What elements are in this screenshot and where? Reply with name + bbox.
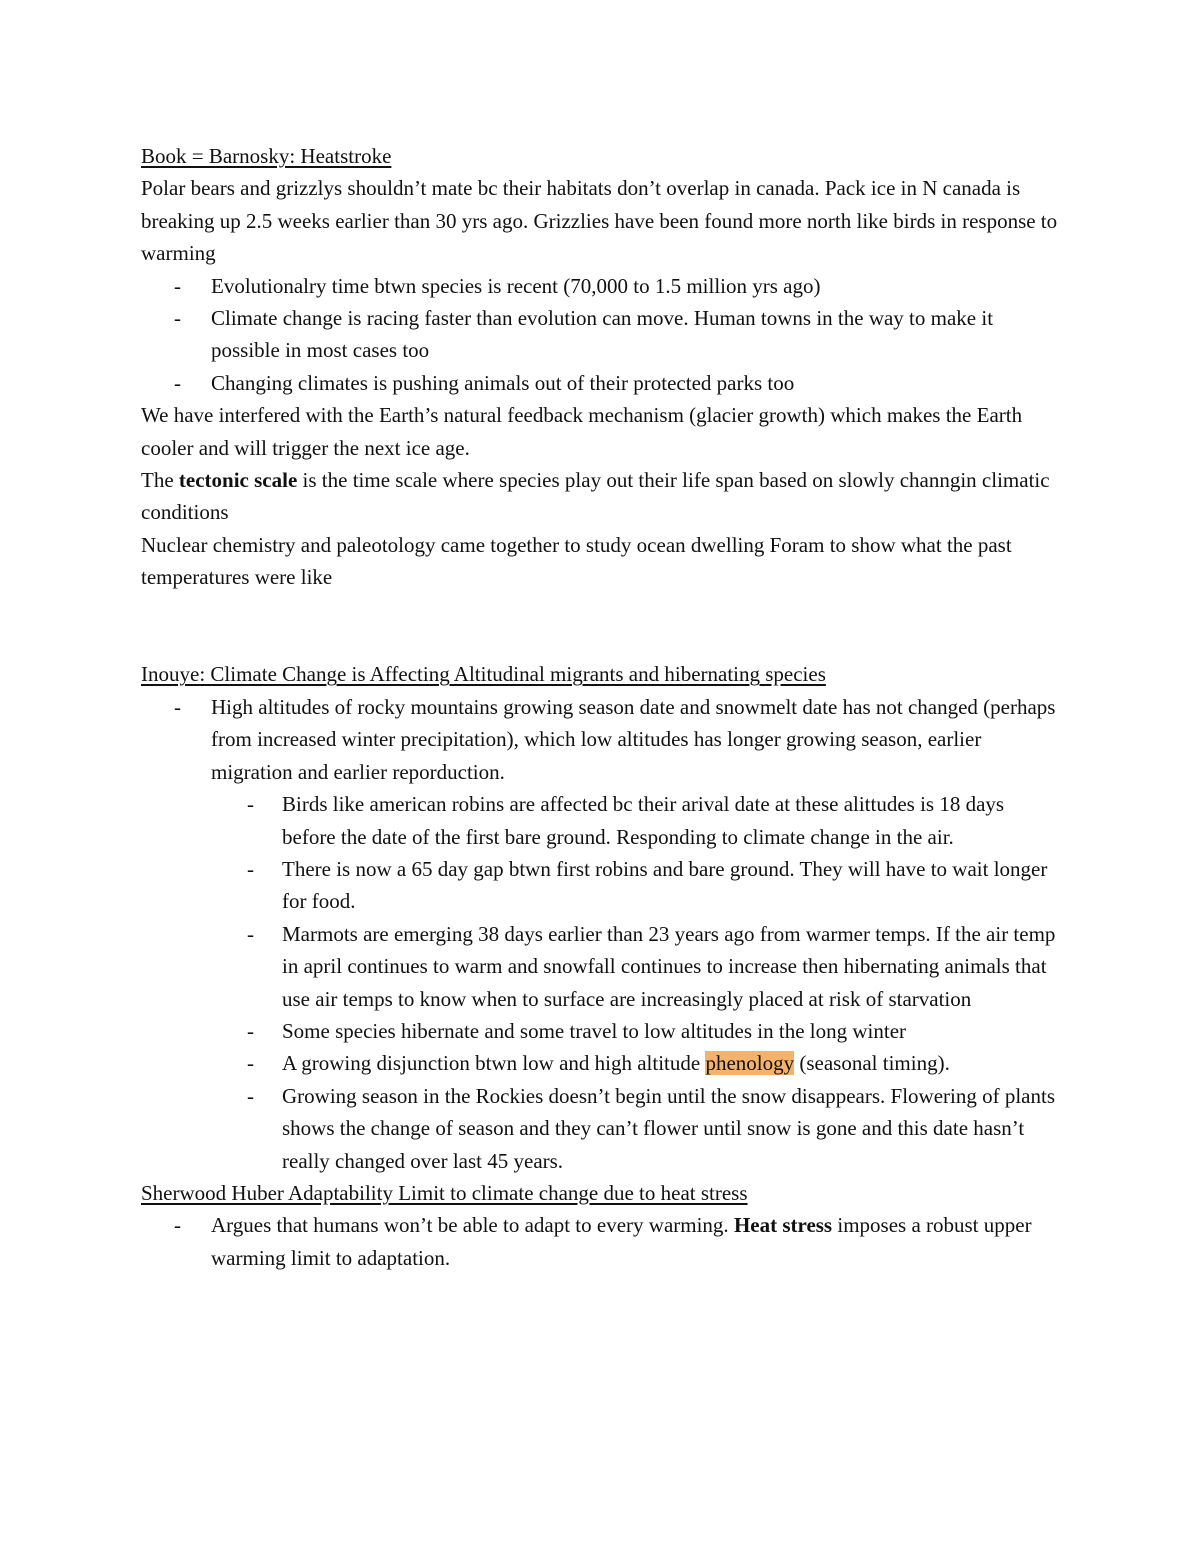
list-item-text: Marmots are emerging 38 days earlier than 23 years ago from warmer temps. If the air temp in april continues to warm and snowfall continues to increase then hibernating animals that use air temps to know when to surface are increasingly placed at risk of starvation	[282, 921, 1056, 1011]
bullet-dash: -	[247, 1018, 254, 1043]
bullet-dash: -	[247, 856, 254, 881]
list-item-text	[211, 1213, 1032, 1269]
sub-list-item	[141, 918, 1061, 1015]
paragraph-foram: Nuclear chemistry and paleotology came together to study ocean dwelling Foram to show what the past temperatures were like	[141, 532, 1012, 590]
bullet-dash: -	[174, 273, 181, 298]
list-item	[141, 367, 1061, 399]
paragraph-tectonic-scale	[141, 464, 1061, 529]
text-run: Argues that humans won’t be able to adapt to every warming.	[211, 1213, 734, 1238]
paragraph-polar-bears: Polar bears and grizzlys shouldn’t mate bc their habitats don’t overlap in canada. Pack ice in N canada is breaking up 2.5 weeks earlier than 30 yrs ago. Grizzlies have been found more north like birds in response to warming	[141, 176, 1058, 266]
sub-list-item	[141, 1047, 1061, 1079]
list-item-text: Some species hibernate and some travel to low altitudes in the long winter	[282, 1018, 907, 1043]
bullet-dash: -	[174, 1213, 181, 1238]
list-item-text: Climate change is racing faster than evolution can move. Human towns in the way to make it possible in most cases too	[211, 306, 994, 363]
bullet-dash: -	[247, 1051, 254, 1076]
list-item-text: Birds like american robins are affected bc their arival date at these alittudes is 18 days before the date of the first bare ground. Responding to climate change in the air.	[282, 792, 1005, 849]
bullet-dash: -	[247, 1083, 254, 1108]
text-run: is the time scale where species play out their life span based on slowly channgin climatic conditions	[141, 468, 1050, 525]
text-run: (seasonal timing).	[794, 1051, 950, 1076]
list-item	[141, 270, 1061, 302]
bold-term-tectonic-scale: tectonic scale	[178, 468, 298, 493]
highlighted-term-phenology: phenology	[705, 1051, 795, 1076]
heading-barnosky: Book = Barnosky: Heatstroke	[141, 144, 392, 168]
list-item-text: Changing climates is pushing animals out of their protected parks too	[211, 370, 795, 395]
document-body	[141, 140, 1061, 1274]
sub-list-item	[141, 1015, 1061, 1047]
sub-list-item	[141, 1080, 1061, 1177]
bullet-dash: -	[247, 792, 254, 817]
list-item	[141, 691, 1061, 788]
list-item-text: Growing season in the Rockies doesn’t begin until the snow disappears. Flowering of plants shows the change of season and they can’t flower until snow is gone and this date hasn’t really changed over last 45 years.	[282, 1083, 1056, 1173]
text-run: The	[141, 468, 179, 493]
bullet-dash: -	[174, 370, 181, 395]
bullet-dash: -	[174, 694, 181, 719]
bullet-dash: -	[174, 306, 181, 331]
list-item-text: High altitudes of rocky mountains growing season date and snowmelt date has not changed (perhaps from increased winter precipitation), which low altitudes has longer growing season, earlier migration and earlier reporduction.	[211, 694, 1056, 784]
list-item-text: There is now a 65 day gap btwn first robins and bare ground. They will have to wait longer for food.	[282, 856, 1048, 914]
paragraph-feedback: We have interfered with the Earth’s natural feedback mechanism (glacier growth) which makes the Earth cooler and will trigger the next ice age.	[141, 403, 1023, 460]
heading-inouye: Inouye: Climate Change is Affecting Altitudinal migrants and hibernating species	[141, 662, 826, 687]
sub-list-item	[141, 853, 1061, 918]
list-item-text: Evolutionalry time btwn species is recent (70,000 to 1.5 million yrs ago)	[211, 273, 821, 298]
list-item-text	[282, 1051, 950, 1075]
list-item	[141, 302, 1061, 367]
list-item	[141, 1209, 1061, 1274]
bullet-dash: -	[247, 921, 254, 946]
blank-space	[141, 594, 1061, 659]
text-run: A growing disjunction btwn low and high altitude	[282, 1051, 706, 1076]
bold-term-heat-stress: Heat stress	[733, 1213, 833, 1238]
sub-list-item	[141, 788, 1061, 853]
heading-sherwood-huber: Sherwood Huber Adaptability Limit to climate change due to heat stress	[141, 1180, 748, 1205]
text-run: imposes a robust upper warming limit to adaptation.	[211, 1213, 1032, 1270]
